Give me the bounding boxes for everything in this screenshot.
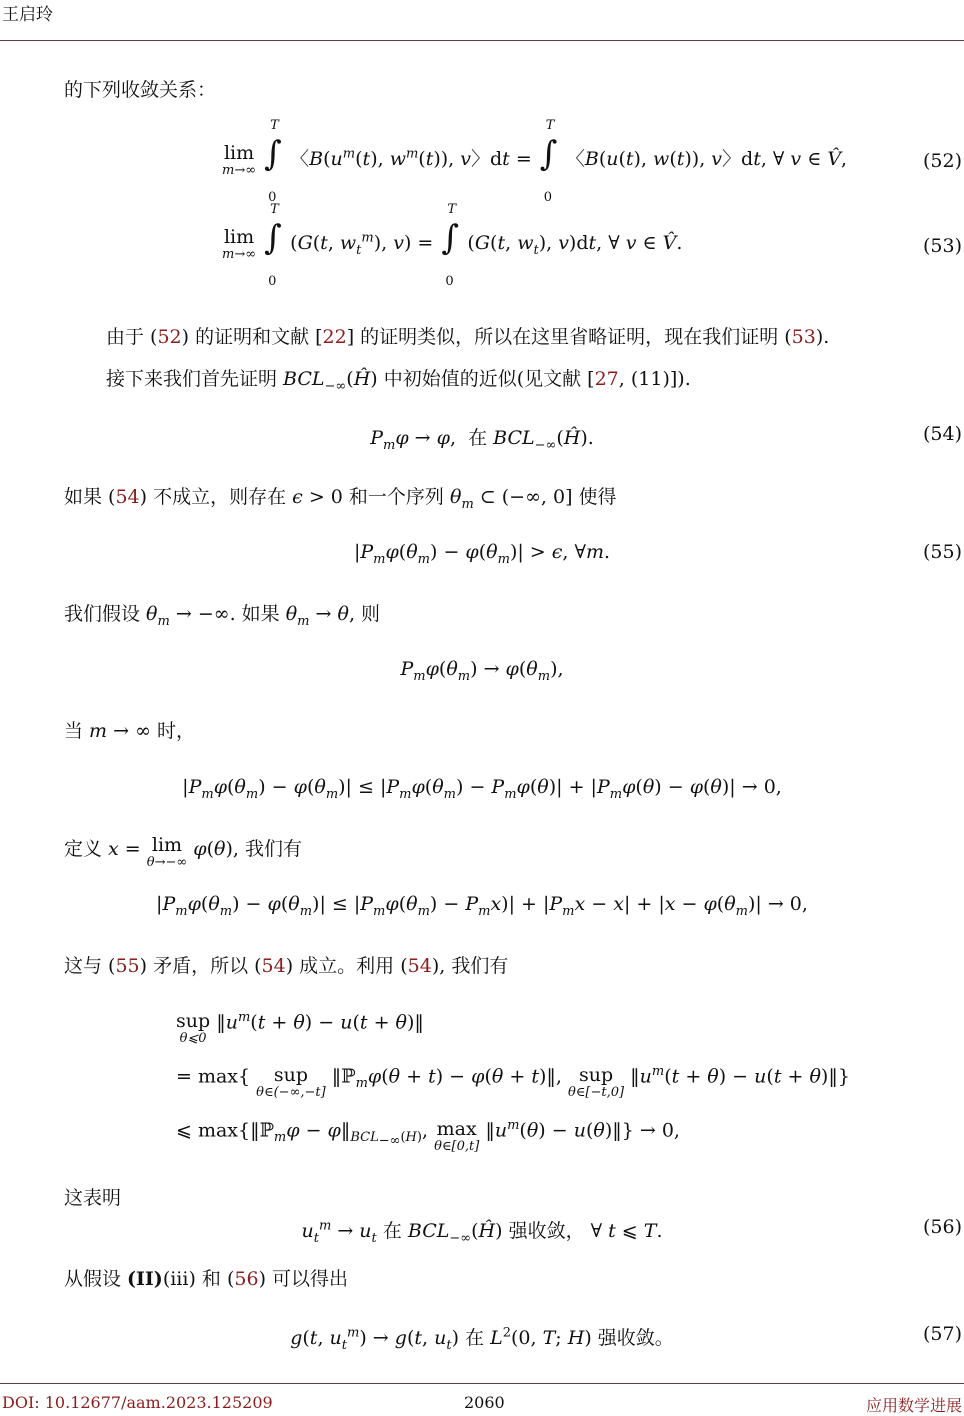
running-header-author: 王启玲 bbox=[2, 5, 53, 25]
eq-ref-link[interactable]: 53 bbox=[791, 326, 816, 348]
equation-number-54: (54) bbox=[922, 423, 962, 445]
eq-ref-link[interactable]: 56 bbox=[234, 1268, 259, 1290]
eq-ref-link[interactable]: 54 bbox=[115, 486, 140, 508]
paragraph-assume-theta: 我们假设 $\theta_m$ → −∞. 如果 $\theta_m \to \theta$, 则 bbox=[64, 603, 381, 629]
header-rule bbox=[0, 40, 964, 41]
equation-55: $|P_m\varphi(\theta_m) - \varphi(\theta_m)| > \epsilon$, ∀m. bbox=[353, 541, 611, 567]
citation-link[interactable]: 27 bbox=[594, 368, 619, 390]
equation-number-55: (55) bbox=[922, 541, 962, 563]
equation-triangle-2: $|P_m\varphi(\theta_m) - \varphi(\theta_m)| \le |P_m\varphi(\theta_m) - P_mx)| + |P_mx - x| + |x - \varphi(\theta_m)| \to 0$, bbox=[156, 893, 808, 919]
paragraph-define-x: 定义 x = lim θ→−∞ φ(θ), 我们有 bbox=[64, 834, 302, 870]
footer-rule bbox=[0, 1383, 964, 1384]
equation-56: $u_t^m \to u_t$ 在 $BCL_{-\infty}(Ĥ)$ 强收敛， ∀ t ⩽ T. bbox=[301, 1218, 663, 1246]
equation-number-56: (56) bbox=[922, 1216, 962, 1238]
eq-ref-link[interactable]: 54 bbox=[407, 955, 432, 977]
paragraph-proof-note: 由于 (52) 的证明和文献 [22] 的证明类似，所以在这里省略证明，现在我们证明 (53). bbox=[106, 326, 830, 348]
equation-53: lim m→∞ ∫ T 0 (G(t, $w_t^m$), v) = ∫ T 0 (G(t, $w_t$), v)dt, ∀ v ∈ V̂. bbox=[222, 202, 683, 289]
equation-sup-line-2: = max{ sup θ∈(−∞,−t] ‖ℙ$_m$φ(θ + t) − φ(θ + t)‖, sup θ∈[−t,0] $‖u^m(t + \theta) - u(t$ + θ)‖} bbox=[176, 1064, 850, 1100]
journal-name-link[interactable]: 应用数学进展 bbox=[865, 1396, 962, 1415]
paragraph-contradiction-assume: 如果 (54) 不成立，则存在 ϵ > 0 和一个序列 $\theta_m$ ⊂ (−∞, 0] 使得 bbox=[64, 486, 617, 512]
paragraph-this-shows: 这表明 bbox=[64, 1187, 122, 1209]
equation-54: $P_m\varphi \to \varphi$, 在 $BCL_{-\infty}(Ĥ)$. bbox=[370, 427, 594, 453]
page-number: 2060 bbox=[464, 1393, 505, 1412]
equation-triangle-1: $|P_m\varphi(\theta_m) - \varphi(\theta_m)| \le |P_m\varphi(\theta_m) - P_m\varphi(\theta)| + |P_m\varphi(\theta) - \varphi(\theta)| \to 0$, bbox=[182, 776, 782, 802]
equation-sup-line-1: sup θ⩽0 $‖u^m(t + \theta) - u(t$ + θ)‖ bbox=[176, 1010, 424, 1046]
equation-57: g(t, $u_t^m) \to g(t$, $u_t$) 在 $L^2(0$, T; H) 强收敛。 bbox=[290, 1325, 674, 1353]
doi-link[interactable]: DOI: 10.12677/aam.2023.125209 bbox=[2, 1393, 273, 1412]
eq-ref-link[interactable]: 54 bbox=[261, 955, 286, 977]
paragraph-assumption-II: 从假设 (II)(iii) 和 (56) 可以得出 bbox=[64, 1268, 349, 1290]
eq-ref-link[interactable]: 55 bbox=[115, 955, 140, 977]
equation-number-53: (53) bbox=[922, 235, 962, 257]
citation-link[interactable]: 22 bbox=[322, 326, 347, 348]
equation-limit-pm: $P_m\varphi(\theta_m) \to \varphi(\theta_m)$, bbox=[400, 658, 564, 684]
equation-number-57: (57) bbox=[922, 1323, 962, 1345]
paragraph-conclusion: 这与 (55) 矛盾，所以 (54) 成立。利用 (54), 我们有 bbox=[64, 955, 509, 977]
paragraph-initial-approx: 接下来我们首先证明 $BCL_{-\infty}(Ĥ)$ 中初始值的近似(见文献 [27, (11)]). bbox=[106, 368, 691, 394]
intro-text: 的下列收敛关系： bbox=[64, 79, 217, 101]
equation-52: lim m→∞ ∫ T 0 〈$B(u^m(t)$, $w^m(t)$), v〉dt = ∫ T 0 〈B(u(t), w(t)), v〉dt, ∀ v ∈ V̂, bbox=[222, 118, 848, 205]
equation-number-52: (52) bbox=[922, 150, 962, 172]
equation-sup-line-3: ⩽ max{‖ℙ$_m$φ − $\varphi‖_{BCL_{-\infty}(H)}$, max θ∈[0,t] $‖u^m(\theta)$ − u(θ)‖} → 0, bbox=[176, 1118, 680, 1154]
eq-ref-link[interactable]: 52 bbox=[157, 326, 182, 348]
paragraph-when-m: 当 m → ∞ 时， bbox=[64, 720, 195, 742]
